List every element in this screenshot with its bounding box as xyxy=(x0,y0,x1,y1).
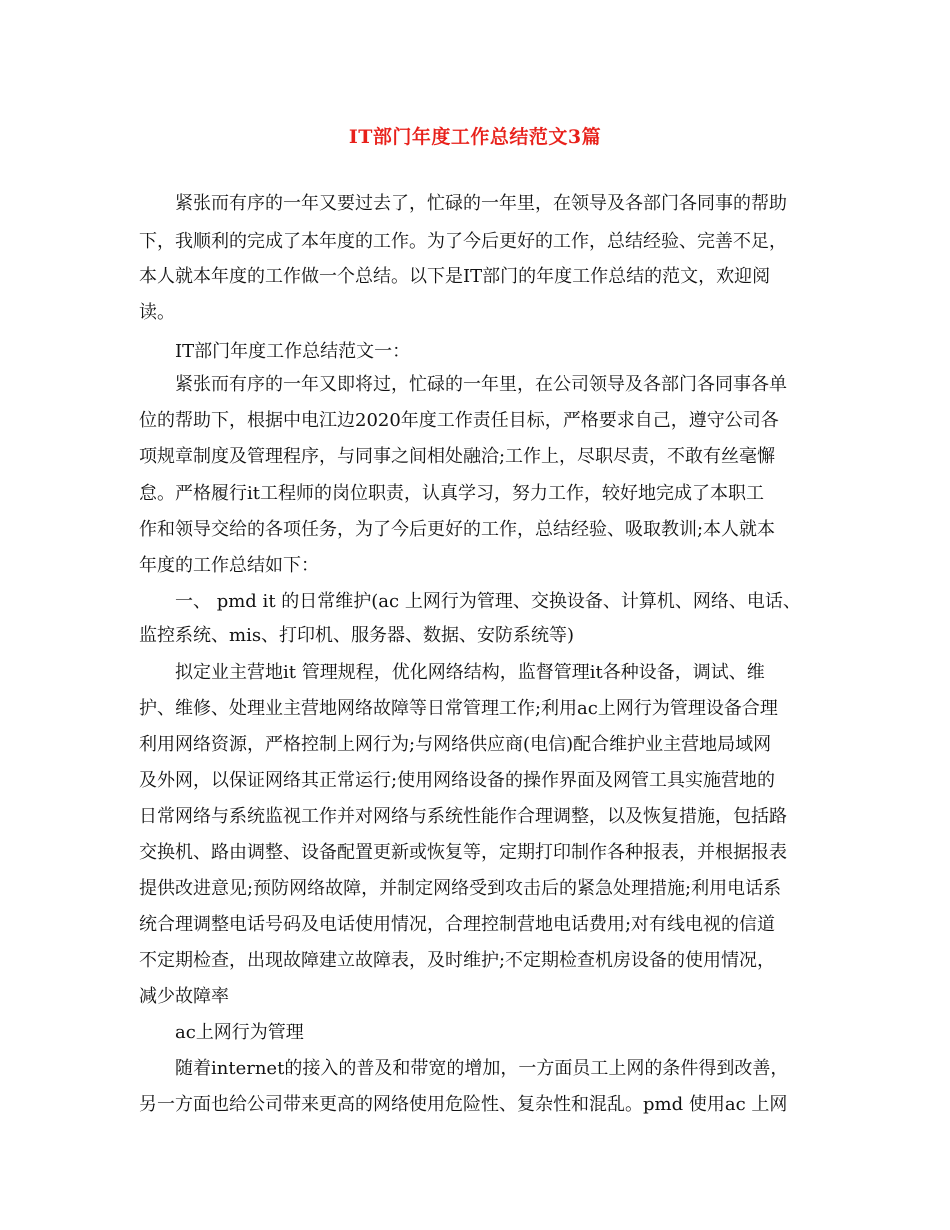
paragraph-line: 及外网，以保证网络其正常运行;使用网络设备的操作界面及网管工具实施营地的 xyxy=(139,770,776,791)
paragraph-line: 读。 xyxy=(139,302,175,323)
paragraph-line: 拟定业主营地it 管理规程，优化网络结构，监督管理it各种设备，调试、维 xyxy=(175,662,765,683)
subsection-heading: ac上网行为管理 xyxy=(175,1022,304,1043)
paragraph-line: 怠。严格履行it工程师的岗位职责，认真学习，努力工作，较好地完成了本职工 xyxy=(139,483,764,504)
paragraph-line: 日常网络与系统监视工作并对网络与系统性能作合理调整，以及恢复措施，包括路 xyxy=(139,806,787,827)
paragraph-line: 下，我顺利的完成了本年度的工作。为了今后更好的工作，总结经验、完善不足， xyxy=(139,231,787,252)
paragraph-line: 本人就本年度的工作做一个总结。以下是IT部门的年度工作总结的范文，欢迎阅 xyxy=(139,266,771,287)
paragraph-line: 紧张而有序的一年又要过去了，忙碌的一年里，在领导及各部门各同事的帮助 xyxy=(175,193,787,214)
document-title: IT部门年度工作总结范文3篇 xyxy=(348,126,602,148)
paragraph-line: 提供改进意见;预防网络故障，并制定网络受到攻击后的紧急处理措施;利用电话系 xyxy=(139,878,782,899)
paragraph-line: 作和领导交给的各项任务，为了今后更好的工作，总结经验、吸取教训;本人就本 xyxy=(139,519,776,540)
paragraph-line: 护、维修、处理业主营地网络故障等日常管理工作;利用ac上网行为管理设备合理 xyxy=(139,698,778,719)
section-heading: IT部门年度工作总结范文一： xyxy=(175,341,411,362)
paragraph-line: 位的帮助下，根据中电江边2020年度工作责任目标，严格要求自己，遵守公司各 xyxy=(139,410,779,431)
paragraph-line: 随着internet的接入的普及和带宽的增加，一方面员工上网的条件得到改善， xyxy=(175,1058,789,1079)
paragraph-line: 紧张而有序的一年又即将过，忙碌的一年里，在公司领导及各部门各同事各单 xyxy=(175,374,787,395)
list-heading-continuation: 监控系统、mis、打印机、服务器、数据、安防系统等) xyxy=(139,625,575,646)
paragraph-line: 另一方面也给公司带来更高的网络使用危险性、复杂性和混乱。pmd 使用ac 上网 xyxy=(139,1094,788,1115)
paragraph-line: 项规章制度及管理程序，与同事之间相处融洽;工作上，尽职尽责，不敢有丝毫懈 xyxy=(139,446,776,467)
list-heading: 一、 pmd it 的日常维护(ac 上网行为管理、交换设备、计算机、网络、电话、 xyxy=(175,591,801,612)
paragraph-line: 统合理调整电话号码及电话使用情况，合理控制营地电话费用;对有线电视的信道 xyxy=(139,914,776,935)
paragraph-line: 不定期检查，出现故障建立故障表，及时维护;不定期检查机房设备的使用情况， xyxy=(139,950,776,971)
paragraph-line: 利用网络资源，严格控制上网行为;与网络供应商(电信)配合维护业主营地局域网 xyxy=(139,734,772,755)
paragraph-line: 减少故障率 xyxy=(139,986,229,1007)
paragraph-line: 年度的工作总结如下： xyxy=(139,555,319,576)
paragraph-line: 交换机、路由调整、设备配置更新或恢复等，定期打印制作各种报表，并根据报表 xyxy=(139,842,787,863)
